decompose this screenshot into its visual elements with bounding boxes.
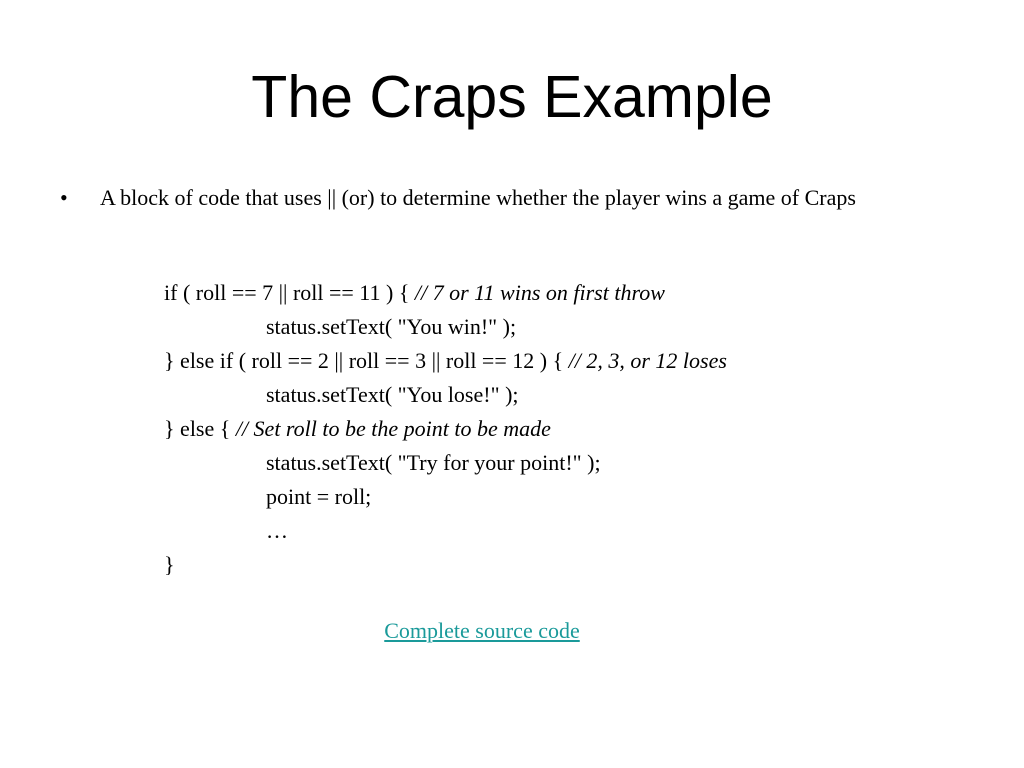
code-text: status.setText( "You win!" );	[266, 314, 517, 339]
complete-source-code-link[interactable]: Complete source code	[384, 618, 580, 643]
code-line	[164, 381, 944, 415]
code-line	[164, 551, 944, 585]
bullet-text: A block of code that uses || (or) to determine whether the player wins a game of Craps	[100, 185, 856, 210]
slide-title: The Craps Example	[251, 64, 773, 130]
code-comment: // 2, 3, or 12 loses	[568, 348, 727, 373]
code-text: }	[164, 552, 175, 577]
code-block	[164, 279, 944, 585]
code-text: point = roll;	[266, 484, 372, 509]
code-line	[164, 347, 944, 381]
code-text: status.setText( "You lose!" );	[266, 382, 519, 407]
code-line	[164, 449, 944, 483]
bullet-item	[60, 184, 940, 212]
code-comment: // 7 or 11 wins on first throw	[414, 280, 665, 305]
code-line	[164, 517, 944, 551]
code-text: status.setText( "Try for your point!" );	[266, 450, 601, 475]
code-text: } else {	[164, 416, 236, 441]
code-text: if ( roll == 7 || roll == 11 ) {	[164, 280, 415, 305]
code-line	[164, 313, 944, 347]
code-text: …	[266, 518, 288, 543]
code-line	[164, 279, 944, 313]
code-line	[164, 415, 944, 449]
code-comment: // Set roll to be the point to be made	[235, 416, 551, 441]
code-line	[164, 483, 944, 517]
code-text: } else if ( roll == 2 || roll == 3 || roll == 12 ) {	[164, 348, 569, 373]
bullet-icon: •	[60, 185, 68, 210]
